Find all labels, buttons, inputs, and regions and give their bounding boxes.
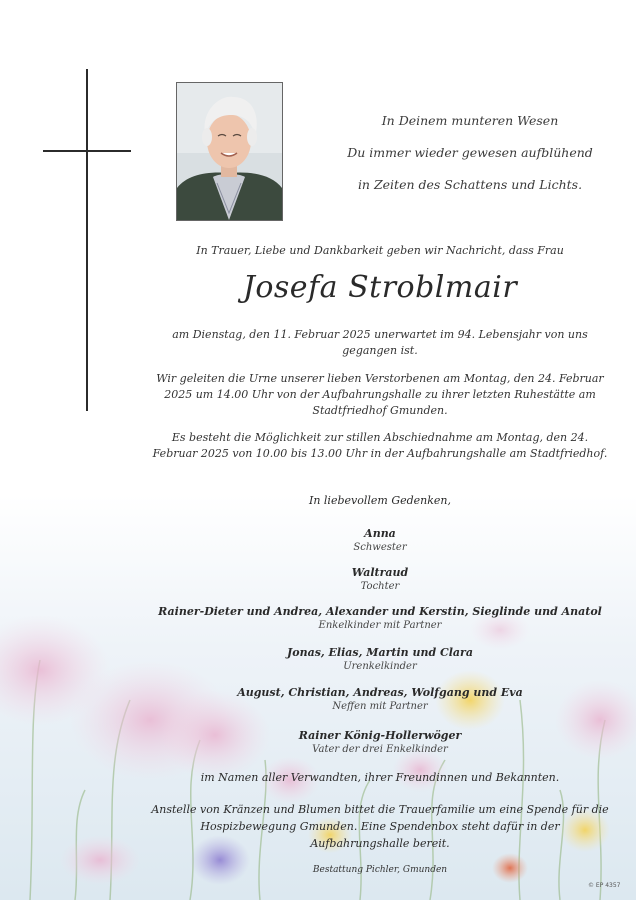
relative-entry [150, 527, 610, 553]
intro-text: In Trauer, Liebe und Dankbarkeit geben wir Nachricht, dass Frau [196, 244, 564, 257]
poem-line-3: in Zeiten des Schattens und Lichts. [357, 177, 583, 192]
memory-line: In liebevollem Gedenken, [308, 494, 452, 507]
relative-entry [150, 686, 610, 712]
relative-names: Jonas, Elias, Martin und Clara [287, 646, 473, 659]
relative-names: August, Christian, Andreas, Wolfgang und Eva [237, 686, 523, 699]
relative-names: Rainer-Dieter und Andrea, Alexander und Kerstin, Sieglinde und Anatol [158, 605, 602, 618]
relative-role: Neffen mit Partner [332, 701, 428, 712]
portrait-illustration [177, 83, 282, 220]
poem [340, 105, 600, 201]
relative-role: Urenkelkinder [343, 661, 417, 672]
relative-role: Vater der drei Enkelkinder [312, 744, 448, 755]
portrait-photo [176, 82, 283, 221]
relative-entry [150, 646, 610, 672]
cross-horizontal-bar [43, 150, 131, 152]
document-code: © EP 4357 [588, 882, 621, 889]
relative-entry [150, 566, 610, 592]
relative-role: Tochter [360, 581, 400, 592]
deceased-name: Josefa Stroblmair [242, 270, 518, 305]
relative-entry [150, 605, 610, 631]
relative-role: Enkelkinder mit Partner [318, 620, 442, 631]
cross-vertical-bar [86, 69, 88, 411]
death-announcement: am Dienstag, den 11. Februar 2025 unerwartet im 94. Lebensjahr von uns gegangen ist. [172, 328, 588, 357]
undertaker-name: Bestattung Pichler, Gmunden [312, 865, 448, 875]
poem-line-2: Du immer wieder gewesen aufblühend [347, 145, 593, 160]
poem-line-1: In Deinem munteren Wesen [381, 113, 559, 128]
relative-names: Rainer König-Hollerwöger [298, 729, 462, 742]
closing-line: im Namen aller Verwandten, ihrer Freundinnen und Bekannten. [200, 771, 560, 784]
relative-entry [150, 729, 610, 755]
relative-names: Anna [364, 527, 396, 540]
relative-role: Schwester [353, 542, 407, 553]
relative-names: Waltraud [351, 566, 409, 579]
funeral-info: Wir geleiten die Urne unserer lieben Verstorbenen am Montag, den 24. Februar 2025 um 14.00 Uhr von der Aufbahrungshalle zu ihrer letzten Ruhestätte am Stadtfriedhof Gmunden. [156, 372, 604, 417]
donation-note: Anstelle von Kränzen und Blumen bittet die Trauerfamilie um eine Spende für die Hospizbewegung Gmunden. Eine Spendenbox steht dafür in der Aufbahrungshalle bereit. [151, 803, 609, 850]
farewell-info: Es besteht die Möglichkeit zur stillen Abschiednahme am Montag, den 24. Februar 2025 von 10.00 bis 13.00 Uhr in der Aufbahrungshalle am Stadtfriedhof. [152, 431, 608, 460]
